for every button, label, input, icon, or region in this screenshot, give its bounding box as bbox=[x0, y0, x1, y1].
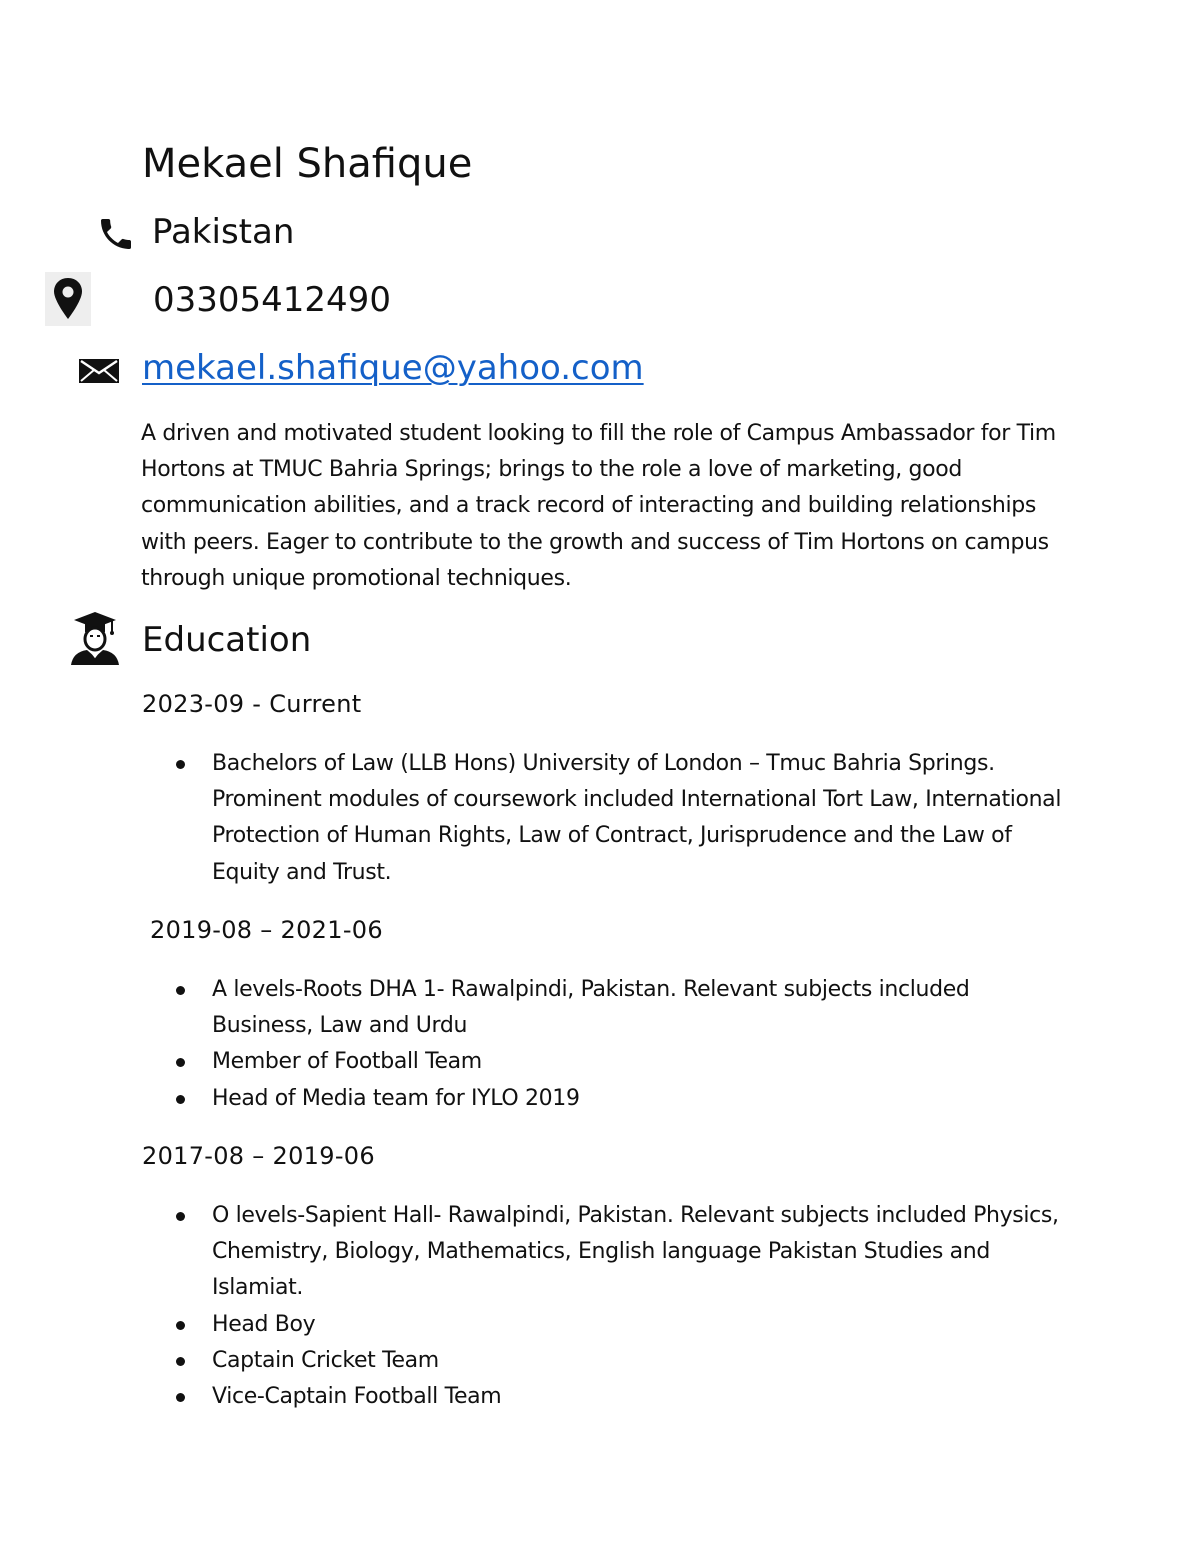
location-text: Pakistan bbox=[152, 212, 295, 252]
envelope-icon bbox=[78, 358, 120, 384]
list-item: O levels-Sapient Hall- Rawalpindi, Pakistan. Relevant subjects included Physics, Chemistry, Biology, Mathematics, English language Pakistan Studies and Islamiat. bbox=[0, 1198, 1062, 1307]
profile-summary: A driven and motivated student looking to fill the role of Campus Ambassador for Tim Hortons at TMUC Bahria Springs; brings to the role a love of marketing, good communication abilities, and a track record of interacting and building relationships with peers. Eager to contribute to the growth and success of Tim Hortons on campus through unique promotional techniques. bbox=[141, 421, 1056, 591]
phone-icon bbox=[95, 214, 137, 254]
education-period: 2019-08 – 2021-06 bbox=[150, 916, 383, 944]
graduate-icon bbox=[68, 610, 122, 666]
education-list bbox=[0, 1198, 1062, 1415]
education-period: 2017-08 – 2019-06 bbox=[142, 1142, 375, 1170]
list-item: Bachelors of Law (LLB Hons) University of London – Tmuc Bahria Springs. Prominent modules of coursework included International Tort Law, International Protection of Human Rights, Law of Contract, Jurisprudence and the Law of Equity and Trust. bbox=[0, 746, 1062, 891]
email-link[interactable]: mekael.shafique@yahoo.com bbox=[142, 348, 644, 388]
education-list bbox=[0, 972, 1062, 1117]
list-item: A levels-Roots DHA 1- Rawalpindi, Pakistan. Relevant subjects included Business, Law and Urdu bbox=[0, 972, 1062, 1044]
location-pin-icon bbox=[45, 272, 91, 326]
phone-number: 03305412490 bbox=[153, 280, 391, 320]
list-item: Head of Media team for IYLO 2019 bbox=[0, 1081, 1062, 1117]
education-list bbox=[0, 746, 1062, 891]
list-item: Member of Football Team bbox=[0, 1044, 1062, 1080]
list-item: Head Boy bbox=[0, 1307, 1062, 1343]
education-period: 2023-09 - Current bbox=[142, 690, 362, 718]
candidate-name: Mekael Shafique bbox=[142, 141, 473, 187]
list-item: Captain Cricket Team bbox=[0, 1343, 1062, 1379]
education-heading: Education bbox=[142, 620, 312, 660]
list-item: Vice-Captain Football Team bbox=[0, 1379, 1062, 1415]
